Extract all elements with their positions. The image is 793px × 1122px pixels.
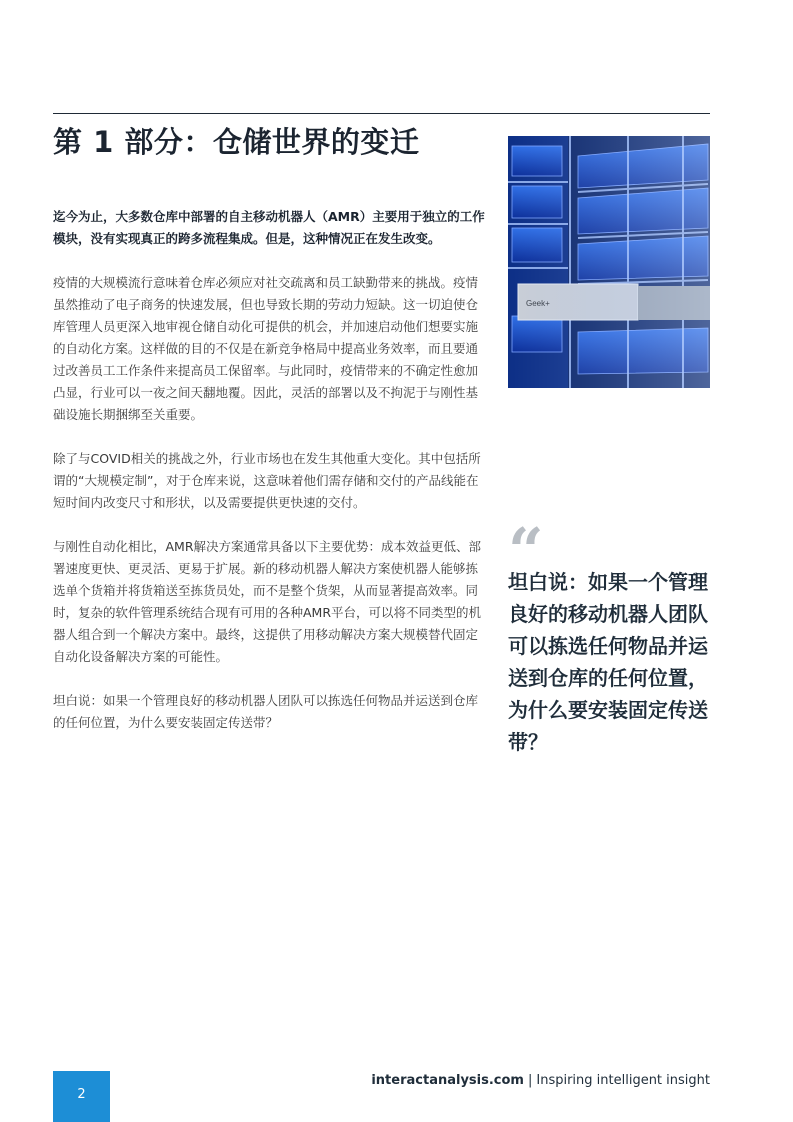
page-number: 2: [53, 1071, 110, 1122]
top-divider: [53, 113, 710, 114]
footer-separator: |: [527, 1073, 533, 1088]
footer-site-link[interactable]: interactanalysis.com: [371, 1073, 524, 1088]
body-paragraph-closing: 坦白说：如果一个管理良好的移动机器人团队可以拣选任何物品并运送到仓库的任何位置，为什么要安装固定传送带？: [53, 693, 479, 730]
body-paragraph-amr-advantages: 与刚性自动化相比，AMR解决方案通常具备以下主要优势：成本效益更低、部署速度更快、更灵活、更易于扩展。新的移动机器人解决方案使机器人能够拣选单个货箱并将货箱送至拣货员处，而不是整个货架，从而显著提高效率。同时，复杂的软件管理系统结合现有可用的各种AMR平台，可以将不同类型的机器人组合到一个解决方案中。最终，这提供了用移动解决方案大规模替代固定自动化设备解决方案的可能性。: [53, 539, 482, 664]
footer: [371, 1073, 710, 1088]
body-paragraph-mass-customization: 除了与COVID相关的挑战之外，行业市场也在发生其他重大变化。其中包括所谓的“大规模定制”，对于仓库来说，这意味着他们需存储和交付的产品线能在短时间内改变尺寸和形状，以及需要提供更快速的交付。: [53, 451, 481, 510]
body-paragraph-pandemic: 疫情的大规模流行意味着仓库必须应对社交疏离和员工缺勤带来的挑战。疫情虽然推动了电子商务的快速发展，但也导致长期的劳动力短缺。这一切迫使仓库管理人员更深入地审视仓储自动化可提供的机会，并加速启动他们想要实施的自动化方案。这样做的目的不仅是在新竞争格局中提高业务效率，而且要通过改善员工工作条件来提高员工保留率。与此同时，疫情带来的不确定性愈加凸显，行业可以一夜之间天翻地覆。因此，灵活的部署以及不拘泥于与刚性基础设施长期捆绑至关重要。: [53, 275, 479, 422]
warehouse-shelving-illustration: [508, 136, 710, 388]
article-body: [53, 206, 485, 756]
quote-icon: “: [508, 514, 544, 587]
pull-quote: 坦白说：如果一个管理良好的移动机器人团队可以拣选任何物品并运送到仓库的任何位置，为什么要安装固定传送带？: [508, 570, 708, 754]
page-title: 第 1 部分：仓储世界的变迁: [53, 125, 420, 159]
warehouse-robot-photo: [508, 136, 710, 388]
footer-tagline: Inspiring intelligent insight: [536, 1073, 710, 1088]
lead-paragraph: 迄今为止，大多数仓库中部署的自主移动机器人（AMR）主要用于独立的工作模块，没有实现真正的跨多流程集成。但是，这种情况正在发生改变。: [53, 209, 485, 246]
